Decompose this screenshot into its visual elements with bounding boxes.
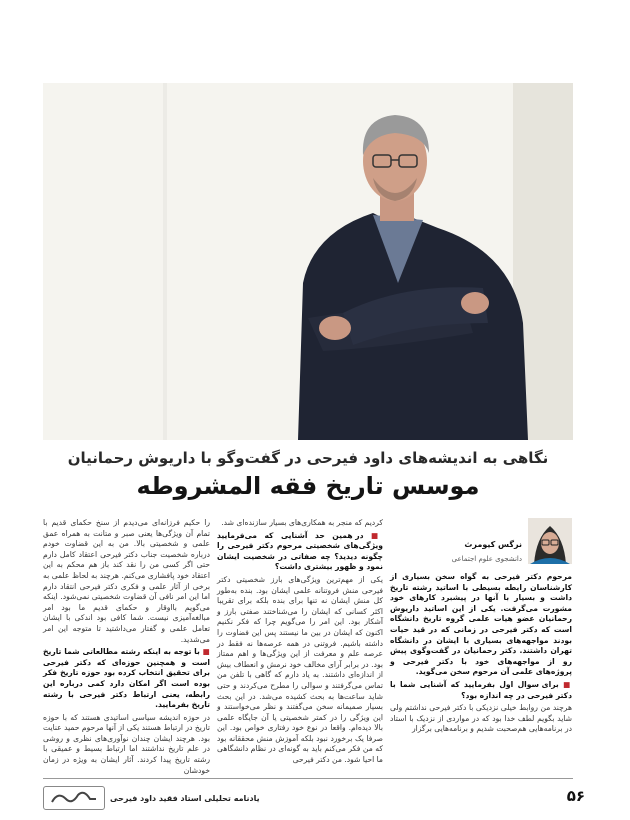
bullet-square-icon: ■ xyxy=(363,530,383,540)
author-name: نرگس کیومرث xyxy=(464,540,522,549)
question-3-text: با توجه به اینکه رشته مطالعاتی شما تاریخ است و همچنین حوزه‌ای که دکتر فیرحی برای تحقیق انتخاب کرده بود حوزه تاریخ فکر بوده است اگر امکان دارد کمی درباره این رابطه، یعنی ارتباط دکتر فیرحی با رشته تاریخ بفرمایید. xyxy=(43,647,210,710)
author-block xyxy=(390,518,572,568)
answer-1: هرچند من روابط خیلی نزدیکی با دکتر فیرحی نداشتم ولی شاید بگویم لطف خدا بود که در مواردی از نزدیک با استاد در برنامه‌هایی هم‌صحبت شدیم و برنامه‌هایی برگزار xyxy=(390,703,572,734)
article-subtitle: نگاهی به اندیشه‌های داود فیرحی در گفت‌وگو با داریوش رحمانیان xyxy=(67,449,549,467)
publication-title: یادنامه تحلیلی استاد فقید داود فیرحی xyxy=(110,794,260,803)
column-1 xyxy=(390,518,572,737)
answer-3: در حوزه اندیشه سیاسی اساتیدی هستند که با حوزه تاریخ در ارتباط هستند یکی از آنها مرحوم حمید عنایت بود. هرچند ایشان چندان نوآوری‌های نظری و روشی در علم تاریخ نداشتند اما ارتباط بسیط و عمیقی با رشته تاریخ پیدا کردند. آثار ایشان به ویژه در زمان خودشان xyxy=(43,712,210,775)
portrait-photo xyxy=(43,83,573,440)
bullet-square-icon: ■ xyxy=(199,647,210,657)
portrait-illustration xyxy=(43,83,573,440)
publication-logo xyxy=(43,786,105,810)
intro-paragraph: مرحوم دکتر فیرحی به گواه سخن بسیاری از کارشناسان رابطه بسیطی با اساتید رشته تاریخ داشت و بسیار با آنها در پیشبرد کارهای خود مشورت می‌گرفت. یکی از این اساتید داریوش رحمانیان عضو هیات علمی گروه تاریخ دانشگاه است که دکتر فیرحی در زمانی که در قید حیات بودند مواجهه‌های بسیاری با ایشان در دانشگاه تهران داشتند. دکتر رحمانیان در گفت‌وگوی پیش رو از مواجهه‌های خود با دکتر فیرحی و پروژه‌های علمی آن مرحوم سخن می‌گوید. xyxy=(390,572,572,677)
question-1-text: برای سوال اول بفرمایید که آشنایی شما با دکتر فیرحی در چه اندازه بود؟ xyxy=(390,679,572,700)
question-2-text: در همین حد آشنایی که می‌فرمایید ویژگی‌های شخصیتی مرحوم دکتر فیرحی را چگونه دیدید؟ چه صفاتی در شخصیت ایشان نمود و ظهور بیشتری داشت؟ xyxy=(217,530,383,572)
question-2 xyxy=(217,531,383,573)
column-3 xyxy=(43,518,210,778)
author-role: دانشجوی علوم اجتماعی xyxy=(451,555,522,563)
question-3 xyxy=(43,647,210,711)
footer-divider xyxy=(43,778,573,779)
column-3-paragraph: را حکیم فرزانه‌ای می‌دیدم از سنخ حکمای قدیم با تمام آن ویژگی‌ها یعنی صبر و متانت به همراه عمق علمی و شخصیتی بالا. من به این قضاوت خودم درباره شخصیت جناب دکتر فیرحی اعتقاد کامل دارم حتی اگر کسی من را نقد کند باز هم محکم به این اعتقاد خود پافشاری می‌کنم. هرچند به لحاظ علمی به برخی از آثار علمی و فکری دکتر فیرحی انتقاد دارم اما این امر نافی آن قضاوت شخصیتی نمی‌شود. اینکه می‌گویم بااوقار و حکمای قدیم ما بود امر مبالغه‌آمیزی نیست. شما کافی بود اندکی با ایشان تعامل علمی و گفتار می‌داشتید تا متوجه این امر می‌شدید. xyxy=(43,518,210,644)
page-number: ۵۶ xyxy=(566,787,585,805)
answer-2: یکی از مهم‌ترین ویژگی‌های بارز شخصیتی دکتر فیرحی منش فروتنانه علمی ایشان بود. بنده به‌طور کل منش ایشان نه تنها برای بنده بلکه برای تقریبا اکثر کسانی که ایشان را می‌شناختند صفتی بارز و آشکار بود. این امر را می‌گویم چرا که فکر نکنیم اکنون که ایشان در بین ما نیستند پس این فضاوت را داشته باشیم. فروتنی در همه عرصه‌ها نه فقط در عرصه علم و معرفت از این ویژگی‌ها و اهم ممتاز بود. در برابر آرای مخالف خود نرمش و انعطاف بیش از اندازه‌ای داشتند. به یاد دارم که گاهی با تلفن من تماس می‌گرفتند و سوالی را مطرح می‌کردند و حتی شاید ساعت‌ها به بحث کشیده می‌شد. در این بحث بسیار صمیمانه سخن می‌گفتند و نظر می‌خواستند و این ویژگی را در کمتر شخصیتی یا آن جایگاه علمی بالا دیده‌ام. واقعا در نوع خود رفتاری خواص بود. این صرفا یک برخورد نبود بلکه آموزش منش محققانه بود که من فکر می‌کنم باید به گونه‌ای در نظام دانشگاهی ما احیا شود. من دکتر فیرحی xyxy=(217,574,383,765)
article-title: موسس تاریخ فقه المشروطه xyxy=(136,472,480,500)
bullet-square-icon: ■ xyxy=(558,679,572,689)
column-2-paragraph: کردیم که منجر به همکاری‌های بسیار سازنده‌ای شد. xyxy=(221,518,383,527)
column-2 xyxy=(217,518,383,768)
question-1 xyxy=(390,680,572,701)
author-avatar xyxy=(528,518,572,564)
